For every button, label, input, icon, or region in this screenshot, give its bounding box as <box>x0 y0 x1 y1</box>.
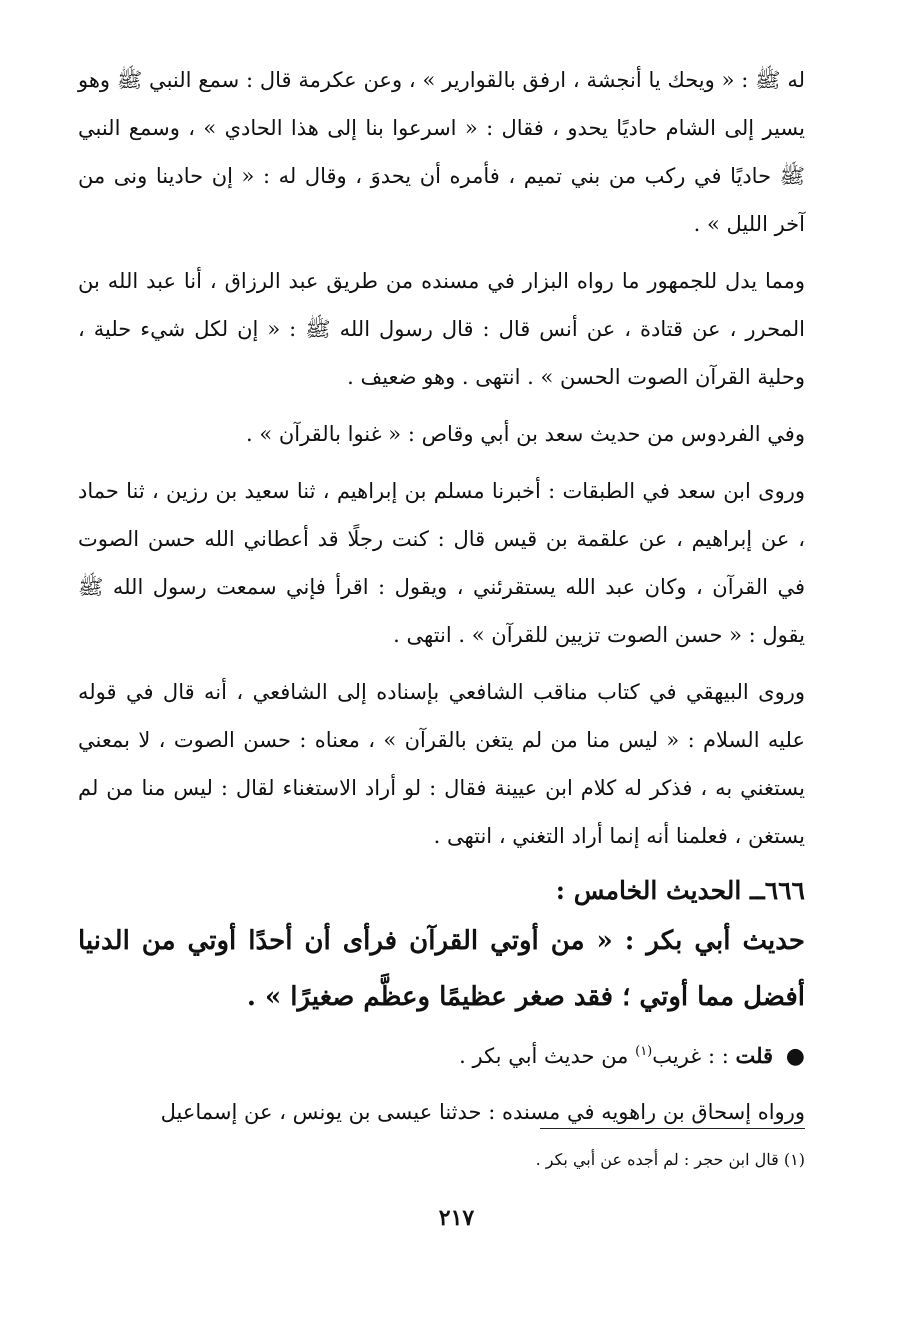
paragraph-firdaws: وفي الفردوس من حديث سعد بن أبي وقاص : « غنوا بالقرآن » . <box>245 422 805 446</box>
hadith-text: حديث أبي بكر : « من أوتي القرآن فرأى أن أحدًا أوتي من الدنيا أفضل مما أوتي ؛ فقد صغر عظيمًا وعظَّم صغيرًا » . <box>78 926 805 1012</box>
paragraph-bazzar: ومما يدل للجمهور ما رواه البزار في مسنده من طريق عبد الرزاق ، أنا عبد الله بن المحرر ، عن قتادة ، عن أنس قال : قال رسول الله ﷺ : « إن لكل شيء حلية ، وحلية القرآن الصوت الحسن » . انتهى . وهو ضعيف . <box>78 269 805 389</box>
footnote-marker: (١) <box>783 1150 805 1169</box>
footnote-reference[interactable]: (١) <box>635 1044 653 1059</box>
paragraph-ibn-saad: وروى ابن سعد في الطبقات : أخبرنا مسلم بن إبراهيم ، ثنا سعيد بن رزين ، ثنا حماد ، عن إبراهيم ، عن علقمة بن قيس قال : كنت رجلًا قد أعطاني الله حسن الصوت في القرآن ، وكان عبد الله يستقرئني ، ويقول : اقرأ فإني سمعت رسول الله ﷺ يقول : « حسن الصوت تزيين للقرآن » . انتهى . <box>78 479 805 647</box>
paragraph-anjasha: له ﷺ : « ويحك يا أنجشة ، ارفق بالقوارير » ، وعن عكرمة قال : سمع النبي ﷺ وهو يسير إلى الشام حاديًا يحدو ، فقال : « اسرعوا بنا إلى هذا الحادي » ، وسمع النبي ﷺ حاديًا في ركب من بني تميم ، فأمره أن يحدوَ ، وقال له : « إن حادينا ونى من آخر الليل » . <box>78 68 805 236</box>
qult-label: قلت <box>735 1043 774 1068</box>
bullet-icon: ● <box>785 1044 805 1069</box>
footnote-text: قال ابن حجر : لم أجده عن أبي بكر . <box>535 1150 779 1169</box>
footnote <box>78 1145 805 1175</box>
qult-line <box>78 1033 805 1080</box>
qult-text: : : غريب <box>652 1044 729 1068</box>
paragraph-rahawayh: ورواه إسحاق بن راهويه في مسنده : حدثنا عيسى بن يونس ، عن إسماعيل <box>160 1100 805 1124</box>
qult-text-end: من حديث أبي بكر . <box>459 1044 636 1068</box>
page-number: ٢١٧ <box>438 1205 475 1231</box>
footnote-divider <box>540 1128 805 1129</box>
page-body <box>78 56 805 1330</box>
hadith-heading: ٦٦٦ــ الحديث الخامس : <box>555 876 805 905</box>
paragraph-bayhaqi: وروى البيهقي في كتاب مناقب الشافعي بإسناده إلى الشافعي ، أنه قال في قوله عليه السلام : « ليس منا من لم يتغن بالقرآن » ، معناه : حسن الصوت ، لا بمعني يستغني به ، فذكر له كلام ابن عيينة فقال : لو أراد الاستغناء لقال : ليس منا من لم يستغن ، فعلمنا أنه إنما أراد التغني ، انتهى . <box>78 680 805 848</box>
